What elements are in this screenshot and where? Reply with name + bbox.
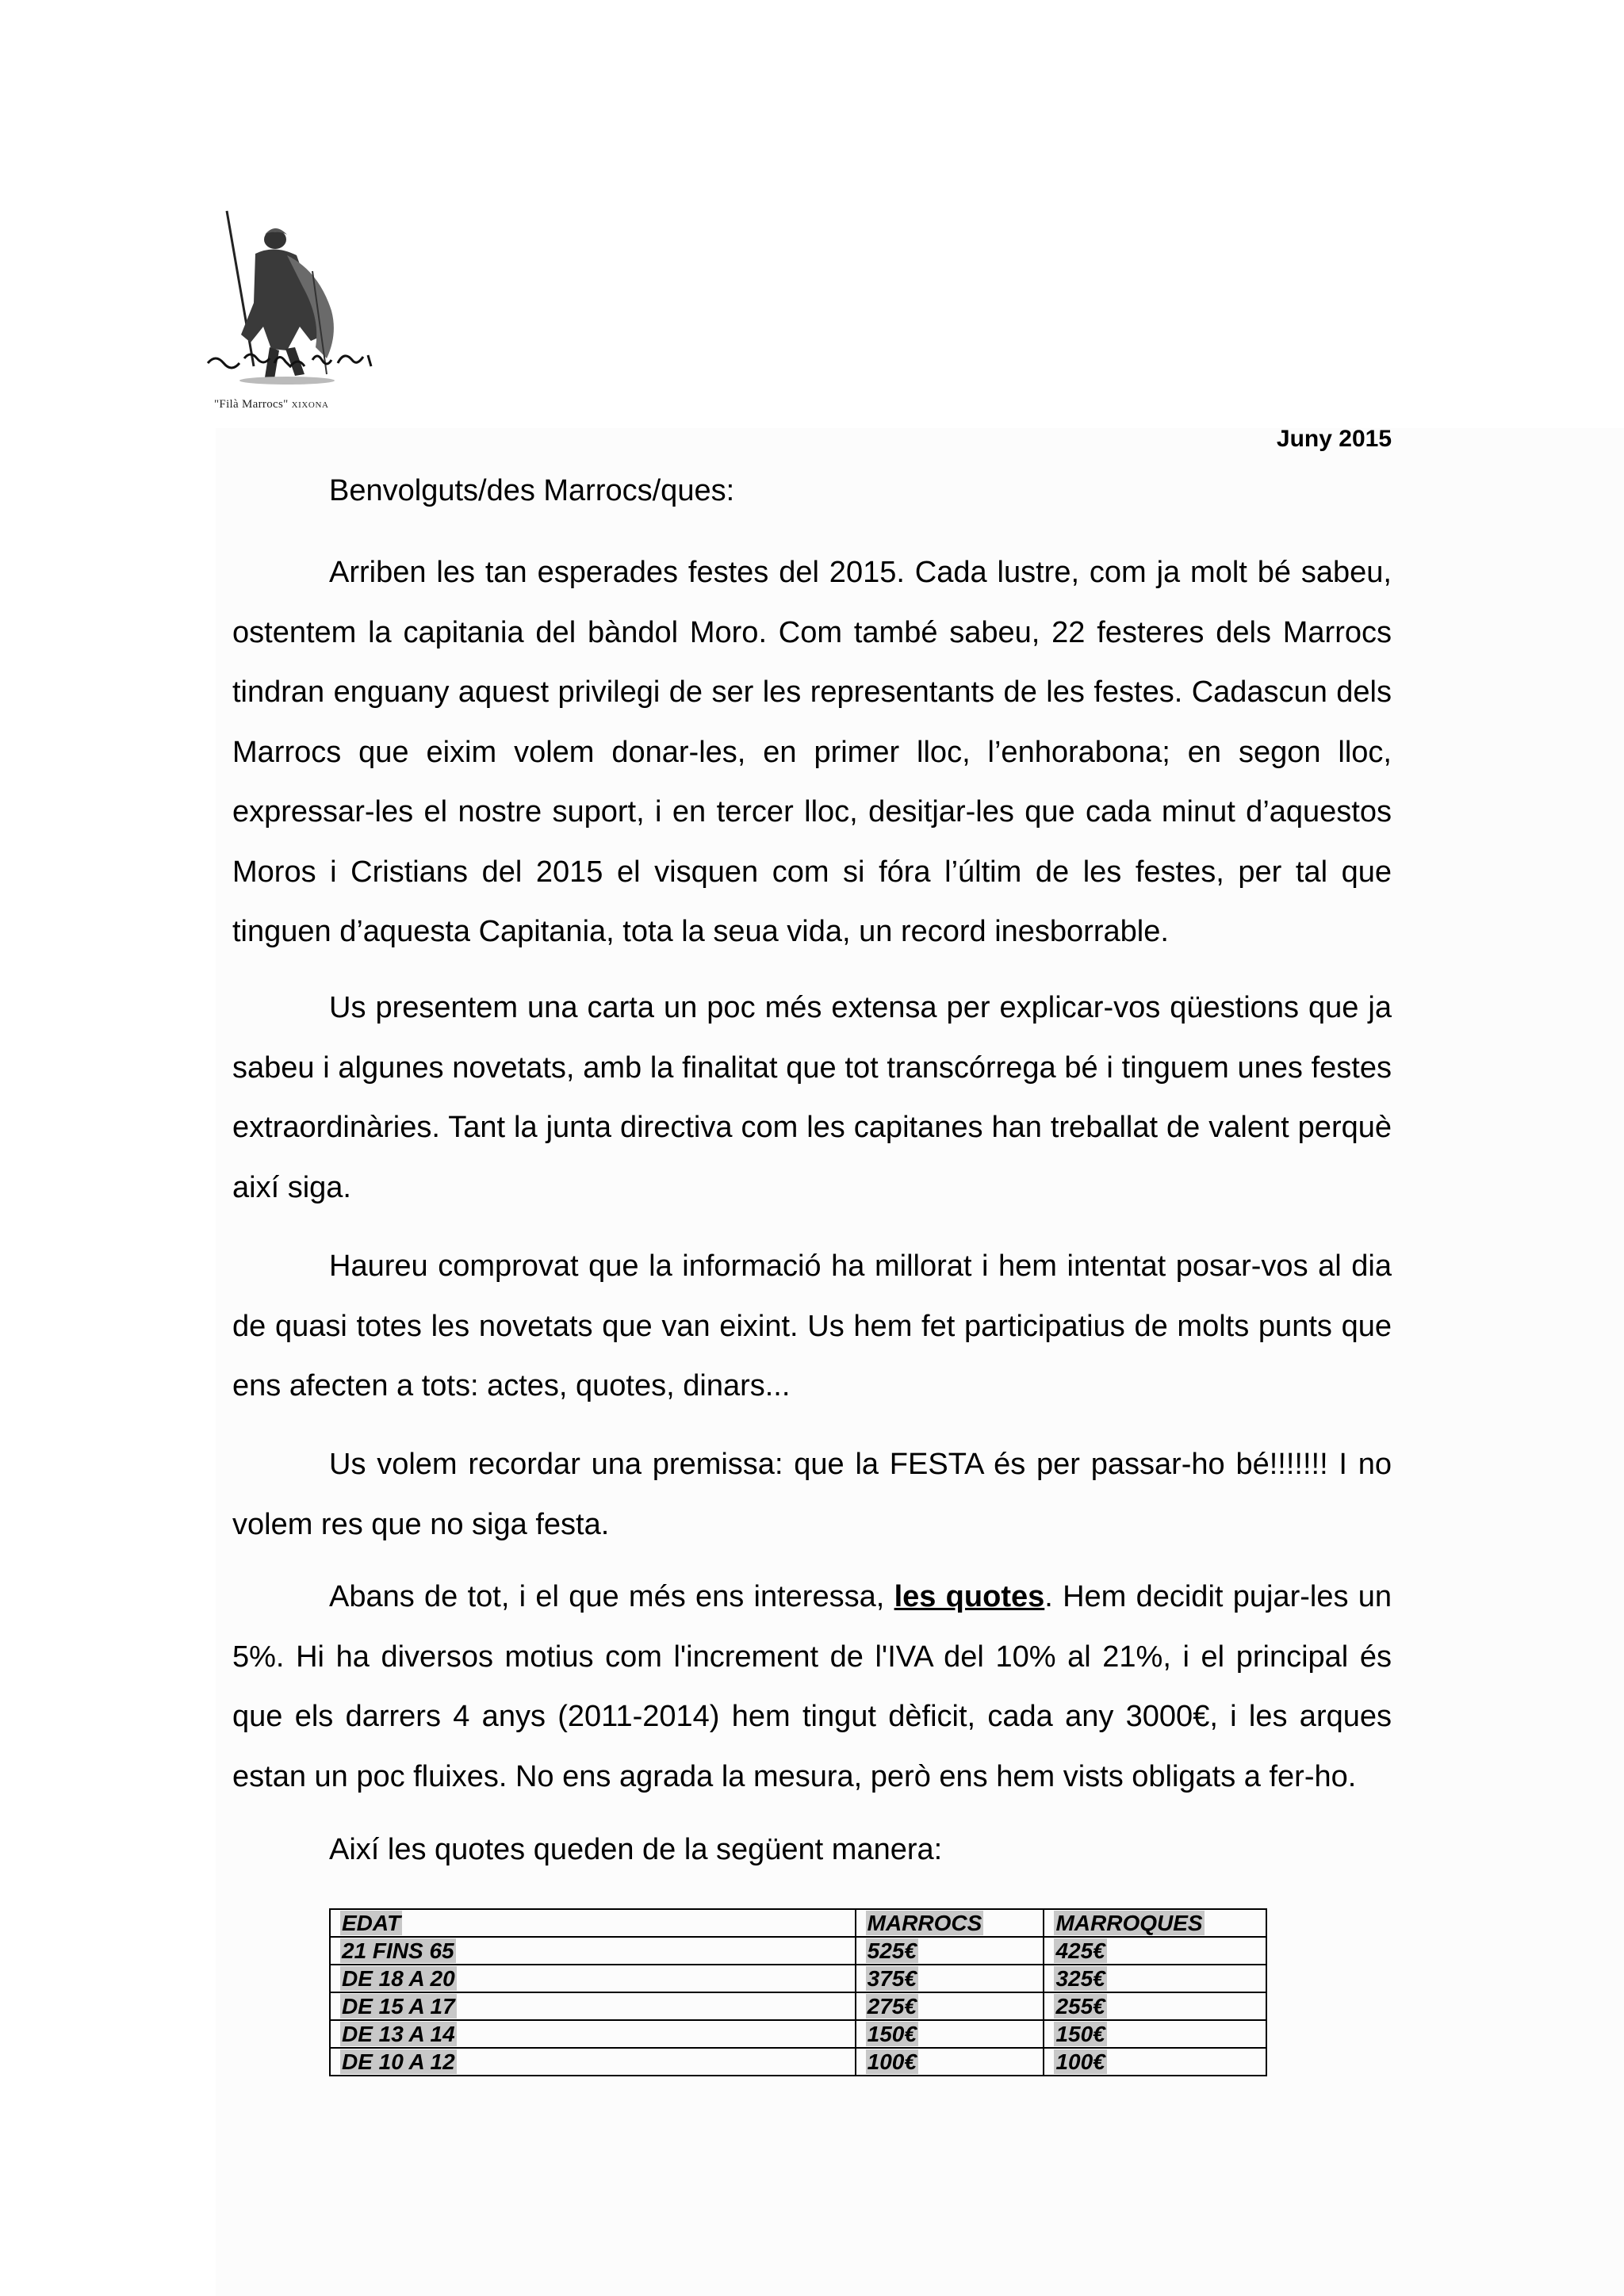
salutation: Benvolguts/des Marrocs/ques: bbox=[329, 474, 735, 507]
cell-value: 425€ bbox=[1055, 1938, 1105, 1963]
cell-value: DE 13 A 14 bbox=[342, 2022, 455, 2046]
table-row bbox=[330, 1992, 1266, 2020]
paragraph-1: Arriben les tan esperades festes del 2015. Cada lustre, com ja molt bé sabeu, ostentem la capitania del bàndol Moro. Com també sabeu, 22 festeres dels Marrocs tindran enguany aquest privilegi de ser les representants de les festes. Cadascun dels Marrocs que eixim volem donar-les, en primer lloc, l’enhorabona; en segon lloc, expressar-les el nostre suport, i en tercer lloc, desitjar-les que cada minut d’aquestos Moros i Cristians del 2015 el visquen com si fóra l’últim de les festes, per tal que tinguen d’aquesta Capitania, tota la seua vida, un record inesborrable. bbox=[232, 556, 1392, 948]
cell-value: 525€ bbox=[867, 1938, 917, 1963]
cell-value: DE 15 A 17 bbox=[342, 1994, 455, 2019]
age-cell bbox=[330, 2020, 856, 2048]
paragraph-5-start: Abans de tot, i el que més ens interessa, bbox=[329, 1580, 894, 1613]
header-cell-marrocs bbox=[856, 1909, 1044, 1937]
letter-date: Juny 2015 bbox=[1276, 426, 1392, 452]
marroques-fee-cell bbox=[1044, 1992, 1266, 2020]
marrocs-fee-cell bbox=[856, 1937, 1044, 1965]
table-row bbox=[330, 1965, 1266, 1992]
marroques-fee-cell bbox=[1044, 2020, 1266, 2048]
age-cell bbox=[330, 1992, 856, 2020]
table-intro: Així les quotes queden de la següent manera: bbox=[329, 1833, 943, 1866]
cell-value: 100€ bbox=[867, 2049, 917, 2074]
header-label: EDAT bbox=[342, 1911, 401, 1935]
marrocs-fee-cell bbox=[856, 2048, 1044, 2076]
marroques-fee-cell bbox=[1044, 1965, 1266, 1992]
age-cell bbox=[330, 1937, 856, 1965]
quotes-table bbox=[329, 1908, 1267, 2076]
table-row bbox=[330, 2048, 1266, 2076]
table-row bbox=[330, 1937, 1266, 1965]
marrocs-fee-cell bbox=[856, 1965, 1044, 1992]
paragraph-2: Us presentem una carta un poc més extensa per explicar-vos qüestions que ja sabeu i algunes novetats, amb la finalitat que tot transcórrega bé i tinguem unes festes extraordinàries. Tant la junta directiva com les capitanes han treballat de valent perquè així siga. bbox=[232, 991, 1392, 1204]
paragraph-4: Us volem recordar una premissa: que la FESTA és per passar-ho bé!!!!!!! I no volem res que no siga festa. bbox=[232, 1448, 1392, 1541]
header-label: MARROQUES bbox=[1055, 1911, 1203, 1935]
cell-value: 255€ bbox=[1055, 1994, 1105, 2019]
logo-caption bbox=[214, 398, 329, 411]
cell-value: DE 18 A 20 bbox=[342, 1966, 455, 1991]
marrocs-fee-cell bbox=[856, 2020, 1044, 2048]
cell-value: 375€ bbox=[867, 1966, 917, 1991]
header-cell-marroques bbox=[1044, 1909, 1266, 1937]
age-cell bbox=[330, 1965, 856, 1992]
table-row bbox=[330, 2020, 1266, 2048]
logo-place: XIXONA bbox=[291, 400, 329, 410]
header-cell-edat bbox=[330, 1909, 856, 1937]
logo-name: "Filà Marrocs" bbox=[214, 398, 289, 411]
header-label: MARROCS bbox=[867, 1911, 982, 1935]
age-cell bbox=[330, 2048, 856, 2076]
cell-value: 325€ bbox=[1055, 1966, 1105, 1991]
quotes-emphasis: les quotes bbox=[894, 1580, 1045, 1613]
cell-value: DE 10 A 12 bbox=[342, 2049, 455, 2074]
fila-marrocs-logo bbox=[192, 208, 390, 415]
table-header-row bbox=[330, 1909, 1266, 1937]
paragraph-3: Haureu comprovat que la informació ha millorat i hem intentat posar-vos al dia de quasi totes les novetats que van eixint. Us hem fet participatius de molts punts que ens afecten a tots: actes, quotes, dinars... bbox=[232, 1249, 1392, 1402]
moorish-warrior-icon bbox=[192, 208, 390, 392]
marroques-fee-cell bbox=[1044, 2048, 1266, 2076]
cell-value: 275€ bbox=[867, 1994, 917, 2019]
cell-value: 150€ bbox=[1055, 2022, 1105, 2046]
marroques-fee-cell bbox=[1044, 1937, 1266, 1965]
paragraph-5 bbox=[232, 1567, 1392, 1807]
cell-value: 21 FINS 65 bbox=[342, 1938, 454, 1963]
paragraph-5-end: . Hem decidit pujar-les un 5%. Hi ha diversos motius com l'increment de l'IVA del 10% al 21%, i el principal és que els darrers 4 anys (2011-2014) hem tingut dèficit, cada any 3000€, i les arques estan un poc fluixes. No ens agrada la mesura, però ens hem vists obligats a fer-ho. bbox=[232, 1580, 1392, 1793]
marrocs-fee-cell bbox=[856, 1992, 1044, 2020]
cell-value: 100€ bbox=[1055, 2049, 1105, 2074]
cell-value: 150€ bbox=[867, 2022, 917, 2046]
